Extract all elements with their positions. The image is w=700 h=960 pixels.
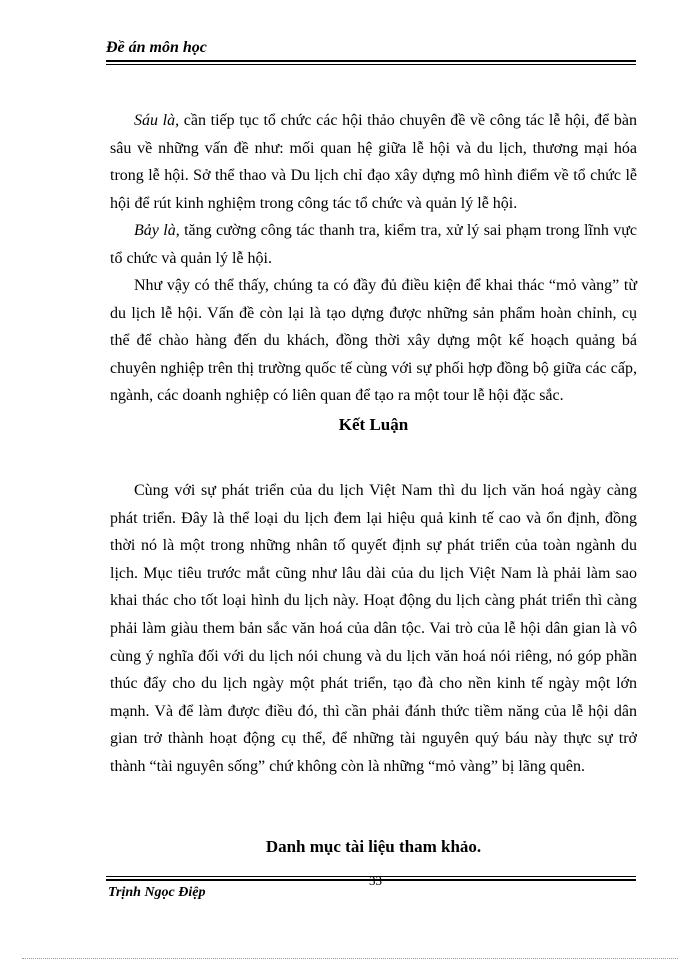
paragraph-lead-sixth: Sáu là xyxy=(134,112,176,129)
page-number: 33 xyxy=(369,873,382,888)
body-section-recommendations xyxy=(110,107,637,410)
paragraph-seventh xyxy=(110,217,637,272)
paragraph-text-sixth: , cần tiếp tục tổ chức các hội thảo chuyên đề về công tác lễ hội, để bàn sâu về những vấn đề như: mối quan hệ giữa lễ hội và du lịch, thương mại hóa trong lễ hội. Sở thể thao và Du lịch chỉ đạo xây dựng mô hình điểm về tổ chức lễ hội để rút kinh nghiệm trong công tác tổ chức và quản lý lễ hội. xyxy=(110,112,637,212)
header-rule xyxy=(106,60,636,62)
header-title: Đề án môn học xyxy=(106,39,207,56)
header-rule-secondary xyxy=(106,64,636,65)
paragraph-summary: Như vậy có thể thấy, chúng ta có đầy đủ điều kiện để khai thác “mỏ vàng” từ du lịch lễ hội. Vấn đề còn lại là tạo dựng được những sản phẩm hoàn chỉnh, cụ thể để chào hàng đến du khách, đồng thời xây dựng một kế hoạch quảng bá chuyên nghiệp trên thị trường quốc tế cùng với sự phối hợp đồng bộ giữa các cấp, ngành, các doanh nghiệp có liên quan để tạo ra một tour lễ hội đặc sắc. xyxy=(110,277,637,404)
paragraph-sixth xyxy=(110,107,637,217)
paragraph-lead-seventh: Bảy là xyxy=(134,222,176,239)
footer-author: Trịnh Ngọc Điệp xyxy=(108,885,206,900)
page-footer xyxy=(106,873,636,901)
paragraph-text-seventh: , tăng cường công tác thanh tra, kiểm tra, xử lý sai phạm trong lĩnh vực tổ chức và quản lý lễ hội. xyxy=(110,222,637,267)
footer-row xyxy=(106,873,636,901)
references-heading: Danh mục tài liệu tham khảo. xyxy=(265,837,482,856)
conclusion-heading: Kết Luận xyxy=(338,415,409,434)
body-section-conclusion xyxy=(110,477,637,781)
page-bottom-edge xyxy=(22,958,678,959)
page-header xyxy=(106,38,636,65)
conclusion-paragraph: Cùng với sự phát triển của du lịch Việt Nam thì du lịch văn hoá ngày càng phát triển. Đây là thể loại du lịch đem lại hiệu quả kinh tế cao và ổn định, đồng thời nó là một trong những nhân tố quyết định sự phát triển của toàn ngành du lịch. Mục tiêu trước mắt cũng như lâu dài của du lịch Việt Nam là phải làm sao khai thác cho tốt loại hình du lịch này. Hoạt động du lịch càng phát triển thì càng phải làm giàu them bản sắc văn hoá của dân tộc. Vai trò của lễ hội dân gian là vô cùng ý nghĩa đối với du lịch nói chung và du lịch văn hoá nói riêng, nó góp phần thúc đẩy cho du lịch ngày một phát triển, tạo đà cho nền kinh tế ngày một lớn mạnh. Và để làm được điều đó, thì cần phải đánh thức tiềm năng của lễ hội dân gian trở thành hoạt động cụ thể, để những tài nguyên quý báu này thực sự trở thành “tài nguyên sống” chứ không còn là những “mỏ vàng” bị lãng quên. xyxy=(110,482,637,775)
